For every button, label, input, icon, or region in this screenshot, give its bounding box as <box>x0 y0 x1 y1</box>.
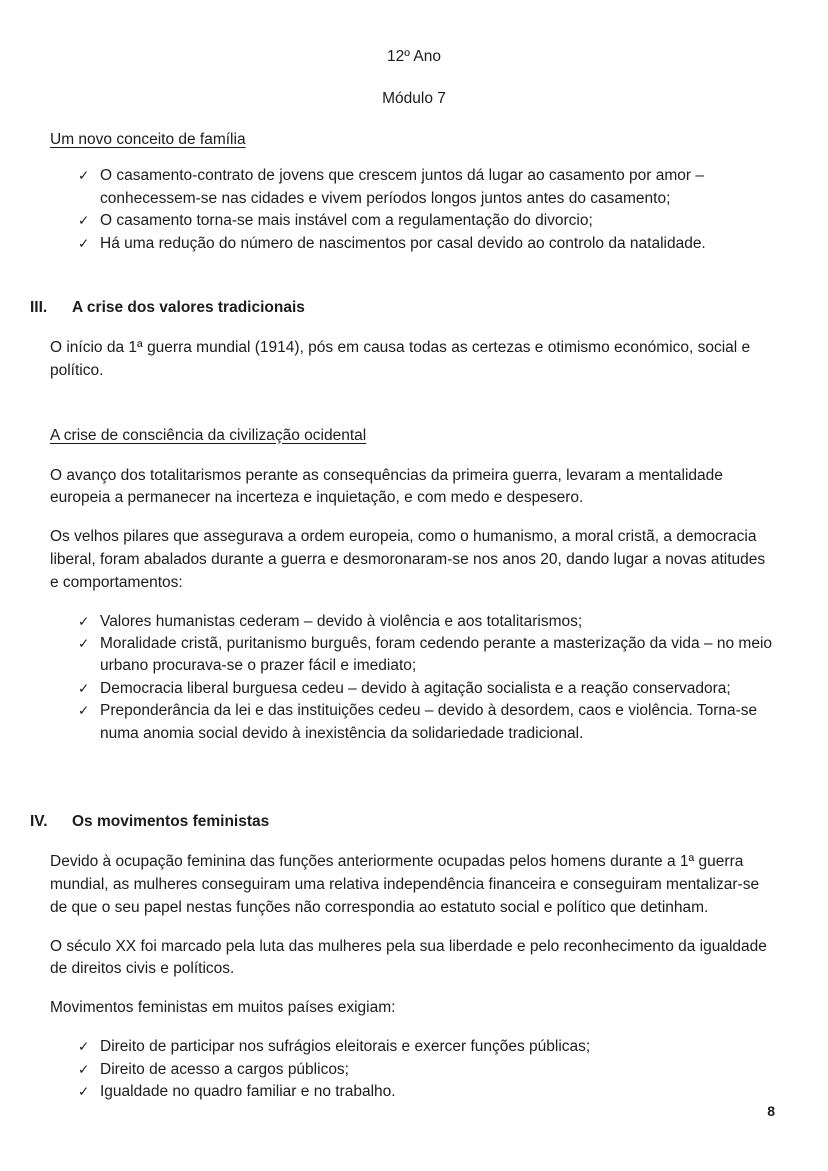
subheading-familia: Um novo conceito de família <box>50 131 246 149</box>
paragraph-section-iv-1: Devido à ocupação feminina das funções anteriormente ocupadas pelos homens durante a 1ª guerra mundial, as mulheres conseguiram uma relativa independência financeira e conseguiram mentalizar-se de que o seu papel nestas funções não correspondia ao estatuto social e político que detinham. <box>50 853 760 916</box>
list-item <box>78 165 776 210</box>
subheading-consciencia-wrap <box>0 427 828 445</box>
header-year: 12º Ano <box>387 48 441 65</box>
spacer <box>0 383 828 427</box>
list-direitos <box>0 1036 828 1103</box>
spacer <box>0 317 828 337</box>
paragraph-section-iv-3: Movimentos feministas em muitos países exigiam: <box>50 999 396 1017</box>
spacer <box>0 789 828 813</box>
subheading-consciencia: A crise de consciência da civilização ocidental <box>50 426 367 444</box>
section-heading-iii <box>30 299 828 317</box>
section-number: III. <box>30 299 48 317</box>
subheading-familia-wrap <box>0 108 828 149</box>
check-icon: ✓ <box>78 168 90 184</box>
list-item-text: O casamento torna-se mais instável com a regulamentação do divorcio; <box>100 212 593 230</box>
spacer <box>0 595 828 611</box>
paragraph-consciencia-2: Os velhos pilares que assegurava a ordem europeia, como o humanismo, a moral cristã, a democracia liberal, foram abalados durante a guerra e desmoronaram-se nos anos 20, dando lugar a novas atitudes e comportamentos: <box>50 528 766 591</box>
check-icon: ✓ <box>78 213 90 229</box>
spacer <box>0 510 828 526</box>
list-item <box>78 1059 776 1081</box>
list-item-text: Valores humanistas cederam – devido à violência e aos totalitarismos; <box>100 612 583 630</box>
list-item-text: Democracia liberal burguesa cedeu – devido à agitação socialista e a reação conservadora; <box>100 679 731 697</box>
list-item <box>78 233 776 255</box>
check-icon: ✓ <box>78 680 90 696</box>
section-number: IV. <box>30 813 48 831</box>
list-item <box>78 1036 776 1058</box>
list-item-text: Moralidade cristã, puritanismo burguês, foram cedendo perante a masterização da vida – no meio urbano procurava-se o prazer fácil e imediato; <box>100 635 773 675</box>
spacer <box>0 1020 828 1036</box>
spacer <box>0 920 828 936</box>
section-title: Os movimentos feministas <box>72 813 270 831</box>
check-icon: ✓ <box>78 1039 90 1055</box>
document-header <box>0 0 828 108</box>
list-item <box>78 611 776 633</box>
list-item-text: Igualdade no quadro familiar e no trabalho. <box>100 1082 396 1100</box>
list-item <box>78 633 776 678</box>
list-item-text: O casamento-contrato de jovens que crescem juntos dá lugar ao casamento por amor – conhecessem-se nas cidades e vivem períodos longos juntos antes do casamento; <box>100 167 704 207</box>
list-item-text: Direito de participar nos sufrágios eleitorais e exercer funções públicas; <box>100 1038 591 1056</box>
check-icon: ✓ <box>78 636 90 651</box>
check-icon: ✓ <box>78 703 90 719</box>
page-number: 8 <box>767 1103 775 1119</box>
section-heading-iv <box>30 813 828 831</box>
paragraph-consciencia-1: O avanço dos totalitarismos perante as consequências da primeira guerra, levaram a mentalidade europeia a permanecer na incerteza e inquietação, e com medo e despesero. <box>50 466 723 507</box>
list-item <box>78 700 776 745</box>
check-icon: ✓ <box>78 613 90 629</box>
paragraph-section-iv-2: O século XX foi marcado pela luta das mulheres pela sua liberdade e pelo reconhecimento da igualdade de direitos civis e políticos. <box>50 937 767 978</box>
list-item-text: Há uma redução do número de nascimentos por casal devido ao controlo da natalidade. <box>100 234 706 252</box>
spacer <box>0 981 828 997</box>
spacer <box>0 445 828 465</box>
list-item <box>78 678 776 700</box>
list-item-text: Direito de acesso a cargos públicos; <box>100 1060 349 1078</box>
check-icon: ✓ <box>78 235 90 251</box>
list-valores <box>0 611 828 746</box>
list-item <box>78 1081 776 1103</box>
spacer <box>0 255 828 299</box>
spacer <box>0 745 828 789</box>
section-title: A crise dos valores tradicionais <box>72 299 305 317</box>
list-item-text: Preponderância da lei e das instituições cedeu – devido à desordem, caos e violência. Torna-se numa anomia social devido à inexistência da solidariedade tradicional. <box>100 702 758 742</box>
spacer <box>0 831 828 851</box>
list-item <box>78 210 776 232</box>
spacer <box>0 149 828 165</box>
check-icon: ✓ <box>78 1061 90 1077</box>
check-icon: ✓ <box>78 1083 90 1099</box>
list-familia <box>0 165 828 255</box>
header-module: Módulo 7 <box>382 89 446 107</box>
paragraph-section-iii: O início da 1ª guerra mundial (1914), pós em causa todas as certezas e otimismo económico, social e político. <box>50 339 751 379</box>
